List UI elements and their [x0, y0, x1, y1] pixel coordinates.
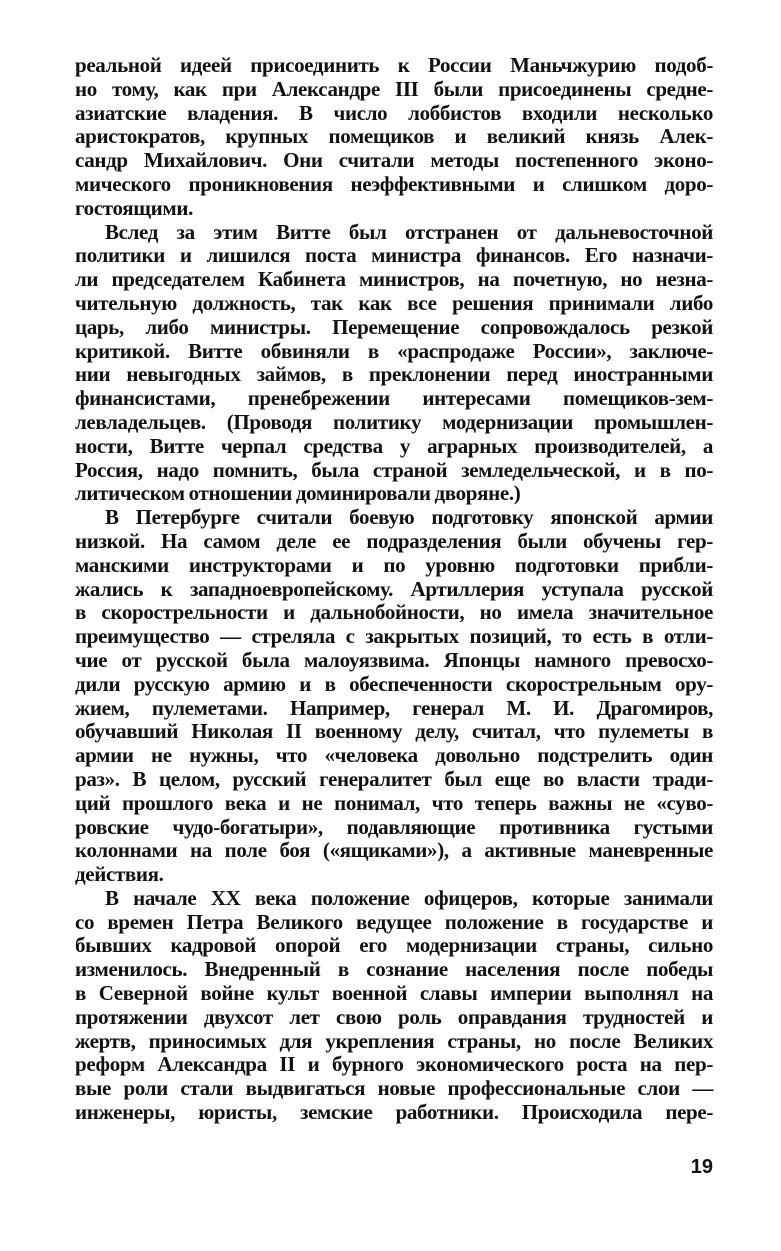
page-body-text: [75, 54, 713, 1125]
text-line: вые роли стали выдвигаться новые профессиональные слои —: [75, 1076, 713, 1101]
text-line: левладельцев. (Проводя политику модернизации промышлен-: [75, 409, 713, 434]
text-line: гостоящими.: [75, 195, 193, 220]
text-line: реформ Александра II и бурного экономического роста на пер-: [75, 1052, 713, 1077]
text-line: в Северной войне культ военной славы империи выполнял на: [75, 981, 713, 1006]
text-line: чие от русской была малоуязвима. Японцы намного превосхо-: [75, 647, 713, 672]
text-line: инженеры, юристы, земские работники. Происходила пере-: [75, 1100, 713, 1125]
text-line: со времен Петра Великого ведущее положение в государстве и: [75, 909, 713, 934]
paragraph: [75, 887, 713, 1125]
text-line: мического проникновения неэффективными и слишком доро-: [75, 171, 713, 196]
text-line: изменилось. Внедренный в сознание населения после победы: [75, 957, 713, 982]
text-line: дили русскую армию и в обеспеченности скорострельным ору-: [75, 671, 713, 696]
page-number: 19: [690, 1156, 713, 1178]
paragraph: [75, 221, 713, 507]
text-line: обучавший Николая II военному делу, считал, что пулеметы в: [75, 719, 713, 744]
text-line: ций прошлого века и не понимал, что теперь важны не «суво-: [75, 790, 713, 815]
text-line: жием, пулеметами. Например, генерал М. И. Драгомиров,: [75, 695, 713, 720]
text-line: армии не нужны, что «человека довольно подстрелить один: [75, 743, 713, 768]
paragraph: [75, 54, 713, 221]
text-line: азиатские владения. В число лоббистов входили несколько: [75, 100, 713, 125]
text-line: литическом отношении доминировали дворяне.): [75, 481, 521, 506]
paragraph: [75, 506, 713, 887]
text-line: жались к западноевропейскому. Артиллерия уступала русской: [75, 576, 713, 601]
text-line: царь, либо министры. Перемещение сопровождалось резкой: [75, 314, 713, 339]
text-line: чительную должность, так как все решения принимали либо: [75, 290, 713, 315]
text-line: аристократов, крупных помещиков и великий князь Алек-: [75, 124, 713, 149]
text-line: критикой. Витте обвиняли в «распродаже России», заключе-: [75, 338, 713, 363]
text-line: раз». В целом, русский генералитет был еще во власти тради-: [75, 766, 713, 791]
text-line: манскими инструкторами и по уровню подготовки прибли-: [75, 552, 713, 577]
text-line: жертв, приносимых для укрепления страны, но после Великих: [75, 1028, 713, 1053]
text-line: ности, Витте черпал средства у аграрных производителей, а: [75, 433, 713, 458]
text-line: финансистами, пренебрежении интересами помещиков-зем-: [75, 386, 713, 411]
text-line: низкой. На самом деле ее подразделения были обучены гер-: [75, 528, 713, 553]
text-line: протяжении двухсот лет свою роль оправдания трудностей и: [75, 1004, 713, 1029]
text-line: ровские чудо-богатыри», подавляющие противника густыми: [75, 814, 713, 839]
text-line: бывших кадровой опорой его модернизации страны, сильно: [75, 933, 713, 958]
text-line: нии невыгодных займов, в преклонении перед иностранными: [75, 362, 713, 387]
text-line: политики и лишился поста министра финансов. Его назначи-: [75, 243, 713, 268]
text-line: В Петербурге считали боевую подготовку японской армии: [105, 505, 713, 530]
text-line: действия.: [75, 862, 164, 887]
text-line: Вслед за этим Витте был отстранен от дальневосточной: [105, 219, 713, 244]
text-line: преимущество — стреляла с закрытых позиций, то есть в отли-: [75, 624, 713, 649]
text-line: колоннами на поле боя («ящиками»), а активные маневренные: [75, 838, 713, 863]
text-line: сандр Михайлович. Они считали методы постепенного эконо-: [75, 148, 713, 173]
text-line: реальной идеей присоединить к России Маньчжурию подоб-: [75, 53, 713, 77]
text-line: ли председателем Кабинета министров, на почетную, но незна-: [75, 267, 713, 292]
text-line: но тому, как при Александре III были присоединены средне-: [75, 76, 713, 101]
text-line: в скорострельности и дальнобойности, но имела значительное: [75, 600, 713, 625]
text-line: Россия, надо помнить, была страной земледельческой, и в по-: [75, 457, 713, 482]
text-line: В начале XX века положение офицеров, которые занимали: [105, 885, 713, 910]
